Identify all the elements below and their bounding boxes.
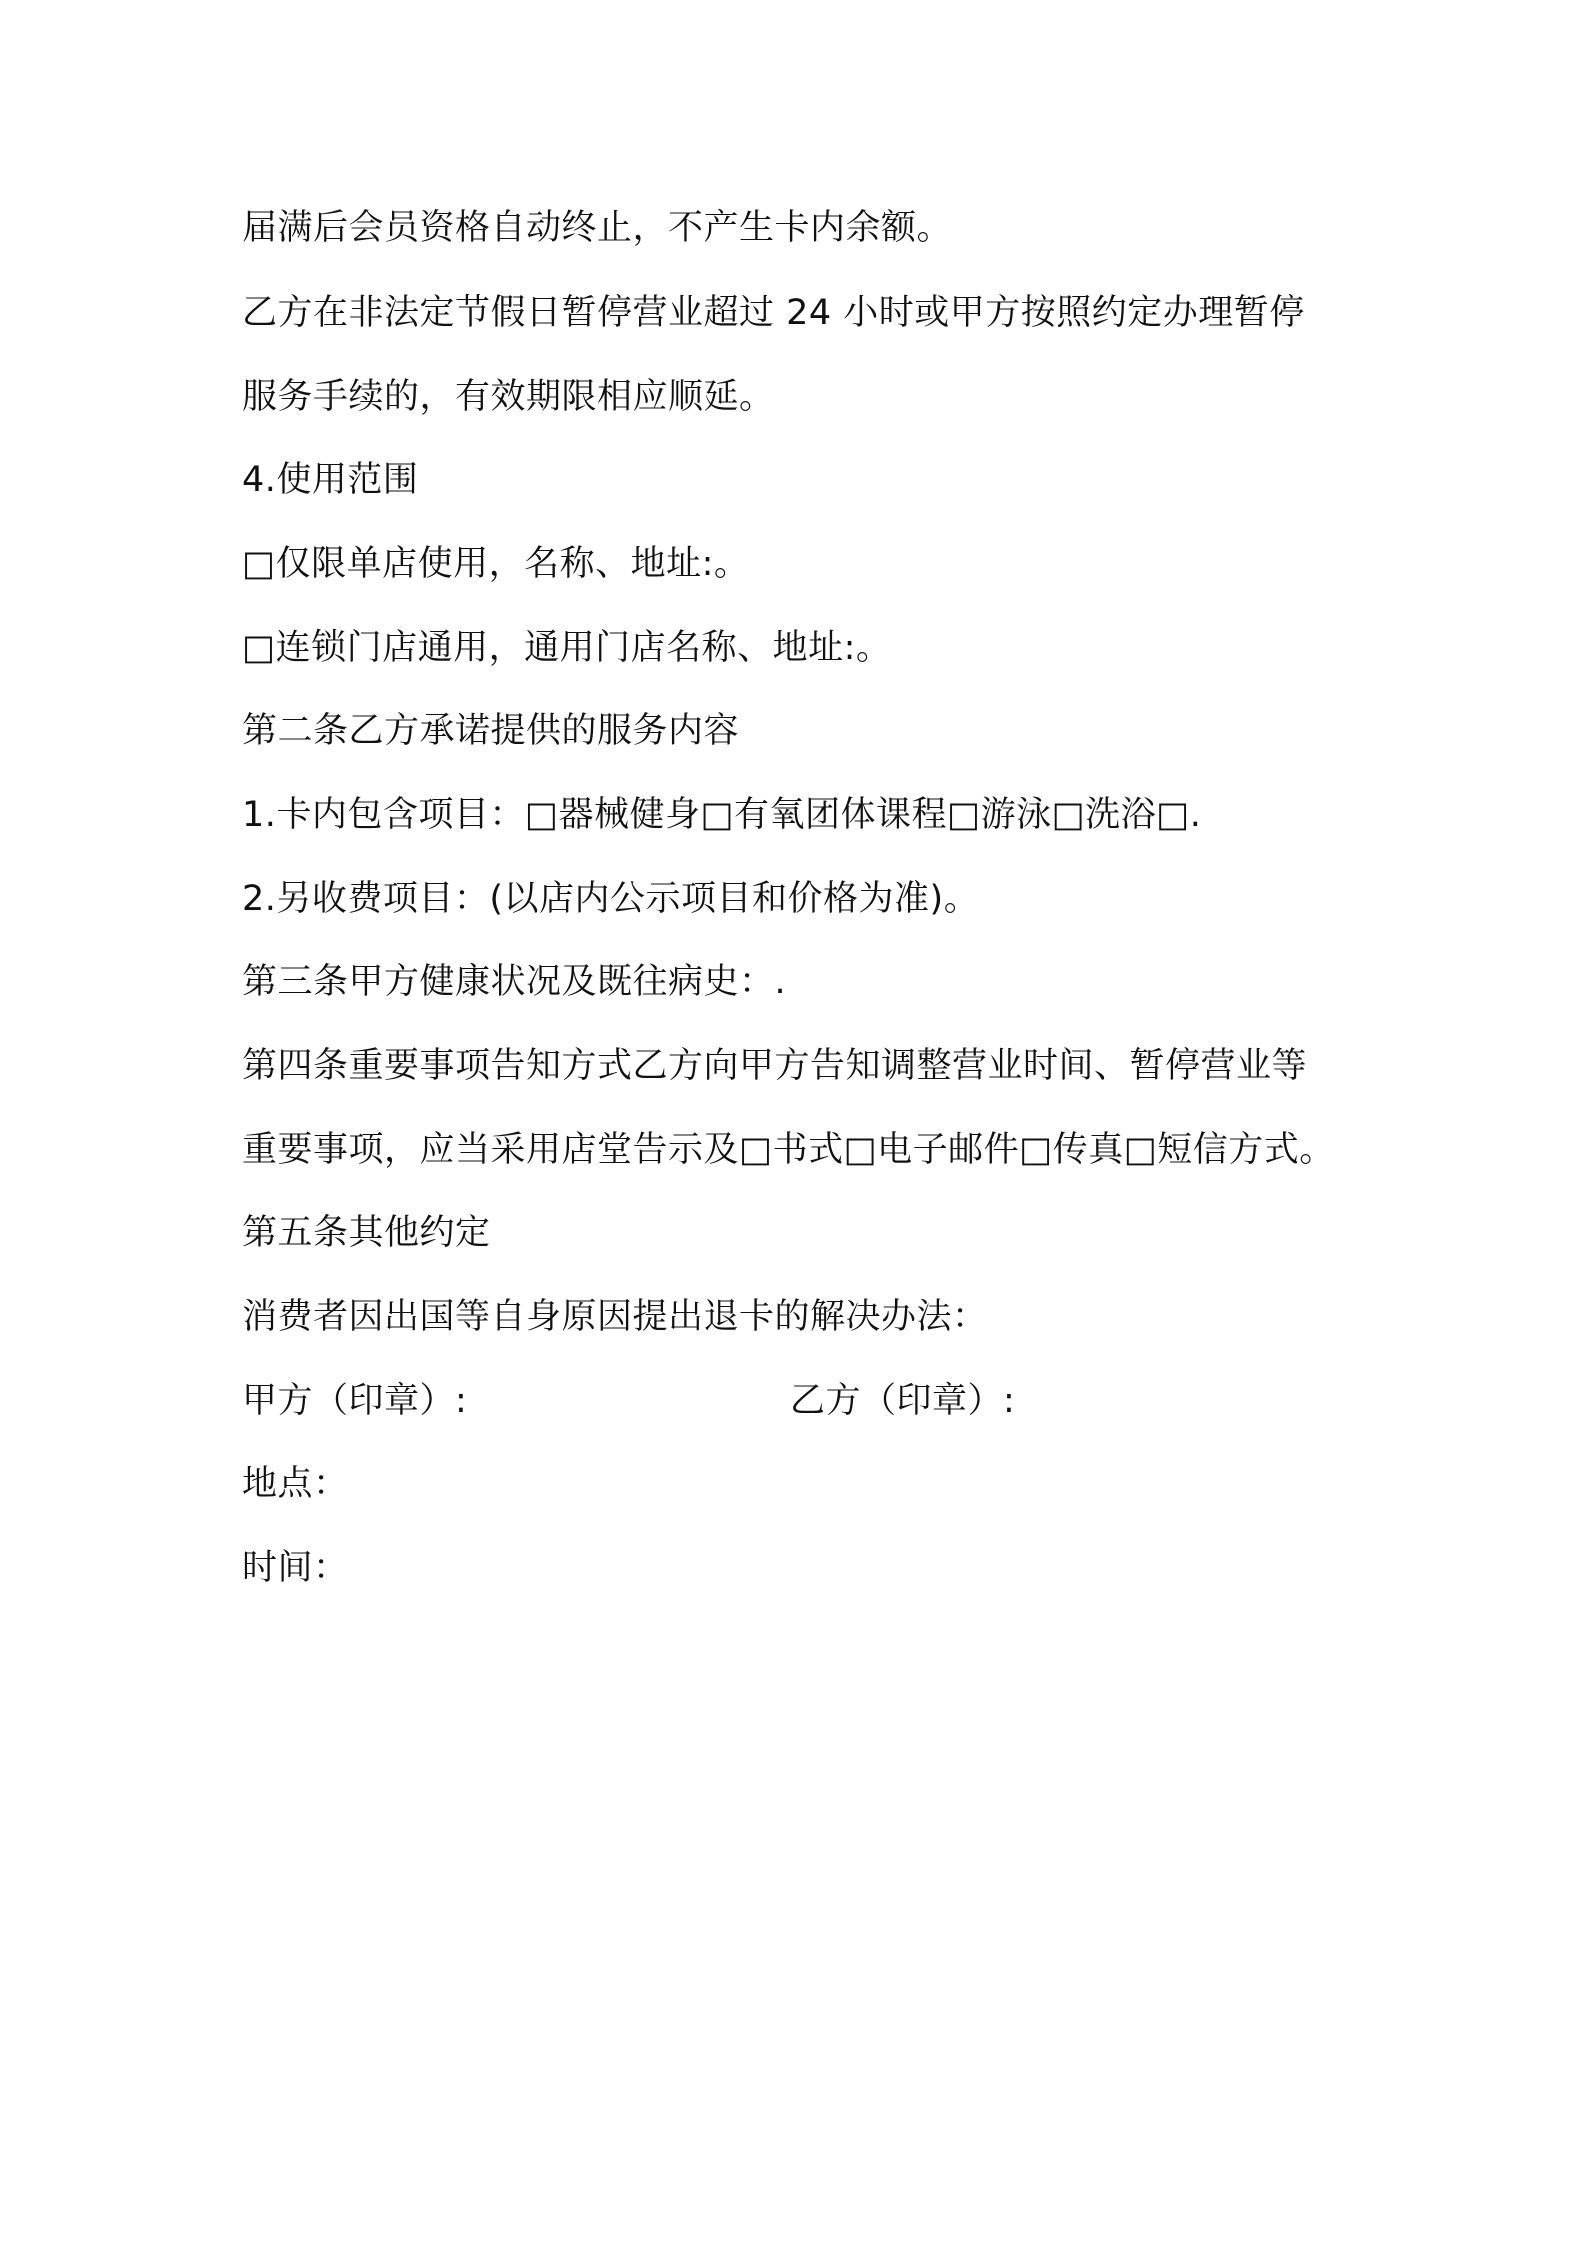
checkbox-option-single-store: □仅限单店使用，名称、地址:。: [242, 544, 750, 584]
signature-time: 时间：: [242, 1548, 349, 1588]
section-heading-usage-scope: 4.使用范围: [242, 460, 419, 500]
text-line-notice-methods: 重要事项，应当采用店堂告示及□书式□电子邮件□传真□短信方式。: [242, 1130, 1335, 1170]
text-line-included-items: 1.卡内包含项目：□器械健身□有氧团体课程□游泳□洗浴□.: [242, 795, 1202, 835]
article-heading-three: 第三条甲方健康状况及既往病史：.: [242, 962, 787, 1002]
signature-location: 地点：: [242, 1464, 349, 1504]
article-heading-five: 第五条其他约定: [242, 1213, 491, 1253]
article-heading-four: 第四条重要事项告知方式乙方向甲方告知调整营业时间、暂停营业等: [242, 1046, 1308, 1086]
text-line-extra-charge-items: 2.另收费项目：(以店内公示项目和价格为准)。: [242, 879, 980, 919]
text-line-card-refund: 消费者因出国等自身原因提出退卡的解决办法：: [242, 1297, 988, 1337]
signature-party-b: 乙方（印章）:: [790, 1381, 1016, 1421]
text-line-suspension-extension: 乙方在非法定节假日暂停营业超过 24 小时或甲方按照约定办理暂停: [242, 293, 1305, 333]
article-heading-two: 第二条乙方承诺提供的服务内容: [242, 711, 740, 751]
checkbox-option-chain-stores: □连锁门店通用，通用门店名称、地址:。: [242, 628, 892, 668]
signature-party-a: 甲方（印章）:: [242, 1381, 468, 1421]
text-line-suspension-extension-cont: 服务手续的，有效期限相应顺延。: [242, 377, 775, 417]
text-line-membership-expiry: 届满后会员资格自动终止，不产生卡内余额。: [242, 208, 953, 248]
